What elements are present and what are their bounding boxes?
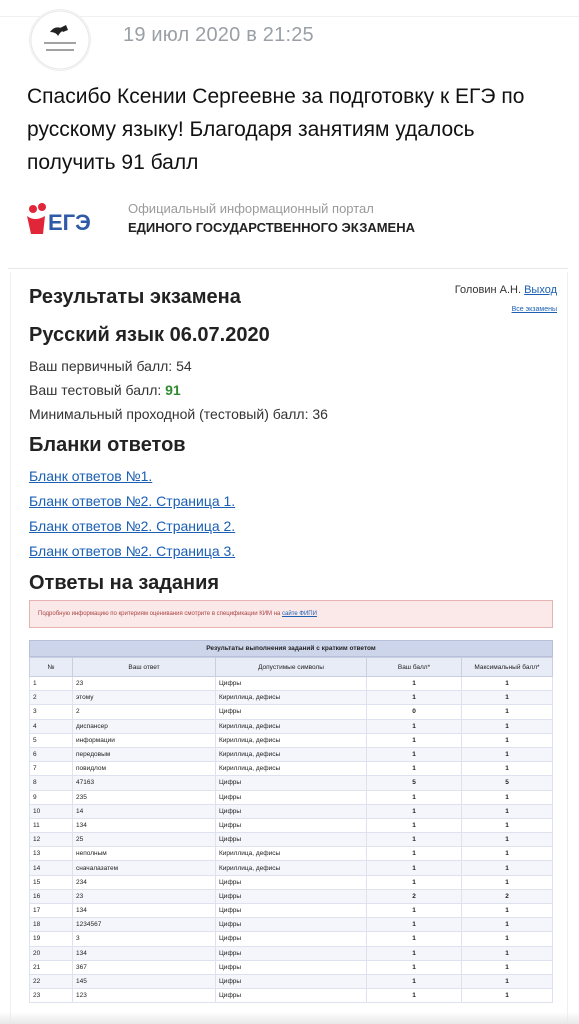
- cell-number: 16: [30, 889, 73, 903]
- cell-score: 1: [367, 719, 462, 733]
- cell-symbols: Цифры: [216, 974, 367, 988]
- cell-symbols: Цифры: [216, 946, 367, 960]
- blank-link-3[interactable]: Бланк ответов №2. Страница 2.: [29, 518, 236, 534]
- cell-number: 3: [30, 705, 73, 719]
- cell-max-score: 1: [462, 691, 553, 705]
- attached-screenshot[interactable]: [8, 184, 568, 1024]
- ege-logo-icon: [24, 200, 119, 240]
- table-row: [30, 705, 553, 719]
- cell-max-score: 2: [462, 889, 553, 903]
- cell-symbols: Цифры: [216, 804, 367, 818]
- answers-table: [29, 640, 553, 1003]
- cell-max-score: 1: [462, 733, 553, 747]
- col-answer: Ваш ответ: [73, 658, 216, 677]
- portal-header: [8, 184, 568, 269]
- cell-symbols: Цифры: [216, 904, 367, 918]
- portal-title: ЕДИНОГО ГОСУДАРСТВЕННОГО ЭКЗАМЕНА: [128, 220, 415, 235]
- min-score-label: Минимальный проходной (тестовый) балл:: [29, 406, 313, 422]
- cell-max-score: 1: [462, 861, 553, 875]
- cell-max-score: 1: [462, 747, 553, 761]
- cell-number: 20: [30, 946, 73, 960]
- cell-answer: 1234567: [73, 918, 216, 932]
- cell-answer: 234: [73, 875, 216, 889]
- blank-link-2[interactable]: Бланк ответов №2. Страница 1.: [29, 493, 236, 509]
- cell-score: 1: [367, 875, 462, 889]
- cell-symbols: Цифры: [216, 889, 367, 903]
- cell-max-score: 5: [462, 776, 553, 790]
- cell-number: 23: [30, 989, 73, 1003]
- table-row: [30, 889, 553, 903]
- cell-number: 4: [30, 719, 73, 733]
- cell-score: 2: [367, 889, 462, 903]
- primary-score-label: Ваш первичный балл:: [29, 358, 177, 374]
- cell-number: 6: [30, 747, 73, 761]
- primary-score: [29, 358, 192, 374]
- cell-number: 7: [30, 762, 73, 776]
- cell-score: 1: [367, 904, 462, 918]
- cell-score: 1: [367, 960, 462, 974]
- cell-number: 18: [30, 918, 73, 932]
- cell-number: 9: [30, 790, 73, 804]
- cell-answer: 134: [73, 818, 216, 832]
- cell-symbols: Цифры: [216, 776, 367, 790]
- table-row: [30, 904, 553, 918]
- subject-title: Русский язык 06.07.2020: [29, 324, 270, 346]
- min-score-value: 36: [312, 406, 328, 422]
- cell-symbols: Кириллица, дефисы: [216, 762, 367, 776]
- logo-text: ЕГЭ: [48, 210, 91, 235]
- col-symbols: Допустимые символы: [216, 658, 367, 677]
- cell-number: 8: [30, 776, 73, 790]
- cell-number: 10: [30, 804, 73, 818]
- table-body: [30, 677, 553, 1003]
- cell-score: 1: [367, 946, 462, 960]
- answers-title: Ответы на задания: [29, 572, 220, 594]
- cell-score: 1: [367, 847, 462, 861]
- test-score-value: 91: [165, 382, 181, 398]
- cell-symbols: Цифры: [216, 705, 367, 719]
- cell-symbols: Цифры: [216, 989, 367, 1003]
- cell-answer: 23: [73, 677, 216, 691]
- cell-symbols: Кириллица, дефисы: [216, 691, 367, 705]
- cell-max-score: 1: [462, 847, 553, 861]
- cell-answer: 2: [73, 705, 216, 719]
- cell-answer: 14: [73, 804, 216, 818]
- cell-answer: диспансер: [73, 719, 216, 733]
- post-text: Спасибо Ксении Сергеевне за подготовку к ЕГЭ по русскому языку! Благодаря занятиям удалось получить 91 балл: [27, 85, 525, 174]
- table-row: [30, 918, 553, 932]
- cell-symbols: Кириллица, дефисы: [216, 847, 367, 861]
- cell-max-score: 1: [462, 918, 553, 932]
- table-row: [30, 790, 553, 804]
- cell-max-score: 1: [462, 946, 553, 960]
- cell-symbols: Цифры: [216, 833, 367, 847]
- cell-score: 5: [367, 776, 462, 790]
- cell-number: 14: [30, 861, 73, 875]
- cell-score: 0: [367, 705, 462, 719]
- table-row: [30, 989, 553, 1003]
- post-date: 19 июл 2020 в 21:25: [123, 24, 314, 46]
- table-row: [30, 747, 553, 761]
- cell-answer: 145: [73, 974, 216, 988]
- table-header-row: [30, 658, 553, 677]
- table-row: [30, 691, 553, 705]
- cell-answer: 23: [73, 889, 216, 903]
- table-row: [30, 833, 553, 847]
- table-row: [30, 932, 553, 946]
- cell-symbols: Цифры: [216, 818, 367, 832]
- cell-score: 1: [367, 762, 462, 776]
- table-row: [30, 875, 553, 889]
- cell-symbols: Кириллица, дефисы: [216, 733, 367, 747]
- test-score-label: Ваш тестовый балл:: [29, 382, 166, 398]
- cell-score: 1: [367, 861, 462, 875]
- cell-max-score: 1: [462, 719, 553, 733]
- table-row: [30, 776, 553, 790]
- cell-answer: передовым: [73, 747, 216, 761]
- cell-answer: 123: [73, 989, 216, 1003]
- cell-score: 1: [367, 747, 462, 761]
- col-score: Ваш балл*: [367, 658, 462, 677]
- notice-text: Подробную информацию по критериям оценивания смотрите в спецификации КИМ на: [38, 611, 283, 617]
- table-row: [30, 974, 553, 988]
- cell-answer: 25: [73, 833, 216, 847]
- cell-max-score: 1: [462, 804, 553, 818]
- cell-answer: 134: [73, 904, 216, 918]
- table-caption: Результаты выполнения заданий с кратким ответом: [29, 640, 553, 657]
- cell-score: 1: [367, 989, 462, 1003]
- user-name: Головин А.Н.: [454, 284, 522, 296]
- col-number: №: [30, 658, 73, 677]
- cell-symbols: Кириллица, дефисы: [216, 861, 367, 875]
- cell-score: 1: [367, 918, 462, 932]
- cell-symbols: Кириллица, дефисы: [216, 719, 367, 733]
- min-score: [29, 406, 328, 422]
- cell-number: 5: [30, 733, 73, 747]
- table-row: [30, 946, 553, 960]
- cell-number: 12: [30, 833, 73, 847]
- cell-symbols: Кириллица, дефисы: [216, 747, 367, 761]
- cell-max-score: 1: [462, 677, 553, 691]
- table-row: [30, 677, 553, 691]
- bottom-edge: [0, 1012, 579, 1024]
- cell-symbols: Цифры: [216, 677, 367, 691]
- cell-symbols: Цифры: [216, 875, 367, 889]
- all-exams-link[interactable]: Все экзамены: [511, 306, 557, 313]
- cell-max-score: 1: [462, 904, 553, 918]
- table-row: [30, 861, 553, 875]
- results-panel: [10, 272, 568, 1024]
- cell-max-score: 1: [462, 875, 553, 889]
- cell-symbols: Цифры: [216, 932, 367, 946]
- cell-answer: информации: [73, 733, 216, 747]
- cell-symbols: Цифры: [216, 790, 367, 804]
- cell-number: 17: [30, 904, 73, 918]
- blank-link-4[interactable]: Бланк ответов №2. Страница 3.: [29, 543, 236, 559]
- cell-score: 1: [367, 818, 462, 832]
- cell-max-score: 1: [462, 762, 553, 776]
- cell-answer: неполным: [73, 847, 216, 861]
- table-row: [30, 719, 553, 733]
- cell-answer: 47163: [73, 776, 216, 790]
- cell-max-score: 1: [462, 960, 553, 974]
- cell-answer: 134: [73, 946, 216, 960]
- cell-symbols: Цифры: [216, 960, 367, 974]
- table-row: [30, 804, 553, 818]
- cell-number: 11: [30, 818, 73, 832]
- avatar-logo-icon: [30, 10, 90, 70]
- cell-number: 2: [30, 691, 73, 705]
- results-title: Результаты экзамена: [29, 286, 241, 308]
- cell-max-score: 1: [462, 705, 553, 719]
- cell-score: 1: [367, 691, 462, 705]
- cell-answer: 367: [73, 960, 216, 974]
- cell-symbols: Цифры: [216, 918, 367, 932]
- test-score: [29, 382, 181, 398]
- fipi-link[interactable]: сайте ФИПИ: [282, 611, 317, 617]
- cell-number: 22: [30, 974, 73, 988]
- cell-score: 1: [367, 790, 462, 804]
- cell-answer: 235: [73, 790, 216, 804]
- cell-number: 1: [30, 677, 73, 691]
- cell-score: 1: [367, 677, 462, 691]
- table-row: [30, 818, 553, 832]
- cell-answer: сначалазатем: [73, 861, 216, 875]
- cell-answer: этому: [73, 691, 216, 705]
- cell-number: 13: [30, 847, 73, 861]
- criteria-notice: [29, 600, 553, 628]
- table-row: [30, 847, 553, 861]
- cell-number: 19: [30, 932, 73, 946]
- cell-max-score: 1: [462, 833, 553, 847]
- cell-score: 1: [367, 733, 462, 747]
- blank-link-1[interactable]: Бланк ответов №1.: [29, 468, 153, 484]
- cell-number: 15: [30, 875, 73, 889]
- cell-max-score: 1: [462, 974, 553, 988]
- primary-score-value: 54: [176, 358, 192, 374]
- table-row: [30, 762, 553, 776]
- cell-score: 1: [367, 833, 462, 847]
- post-header: [0, 0, 579, 70]
- logout-link[interactable]: Выход: [524, 284, 557, 296]
- table-row: [30, 733, 553, 747]
- cell-max-score: 1: [462, 989, 553, 1003]
- blanks-title: Бланки ответов: [29, 434, 186, 456]
- user-info: [455, 284, 557, 296]
- col-max-score: Максимальный балл*: [462, 658, 553, 677]
- cell-score: 1: [367, 804, 462, 818]
- cell-answer: 3: [73, 932, 216, 946]
- table-row: [30, 960, 553, 974]
- cell-max-score: 1: [462, 818, 553, 832]
- cell-score: 1: [367, 974, 462, 988]
- cell-max-score: 1: [462, 790, 553, 804]
- cell-score: 1: [367, 932, 462, 946]
- cell-answer: повидлом: [73, 762, 216, 776]
- avatar[interactable]: [30, 10, 90, 70]
- cell-number: 21: [30, 960, 73, 974]
- portal-subtitle: Официальный информационный портал: [128, 201, 374, 216]
- cell-max-score: 1: [462, 932, 553, 946]
